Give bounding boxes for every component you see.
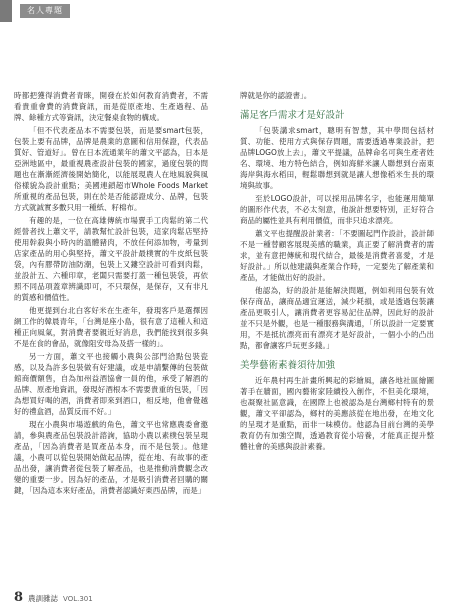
- subheading: 美學藝術素養須待加強: [240, 360, 336, 371]
- page-number: 8: [14, 590, 24, 605]
- page-footer: [14, 590, 93, 605]
- right-paragraph: 牌就是你的認證書」。: [240, 91, 312, 100]
- right-paragraph: 「包裝講求smart，聰明有智慧，其中學問包括材質、功能、使用方式與保存問題，需要透過專業設計，把品牌LOGO放上去」，蕭文平提議，品牌命名可與生產者姓名、環境、地方特色結合，例如海鮮米讓人聯想到台南東海岸與海水稻田，輕鬆聯想到就是讓人想像稻米生長的環境與故事。: [240, 126, 434, 190]
- volume-number: VOL.301: [63, 595, 93, 603]
- left-paragraph: 另一方面，蕭文平也接觸小農與公部門洽點包裝瓷感，以及為許多包裝做有好建議，或是申請繫傳的包裝做館商價額售，自為加州益酒協會一員的他，承受了解酒的品牌、原產地資訊，發現好酒根本不需要貴重的包裝，「因為想買好喝的酒，消費者即來到酒口，相反地，他會覺越好的禮盒酒，品質反而不好。」: [14, 352, 208, 416]
- left-paragraph: 他更提到台北白客好米在生產年，發現客戶是選擇因網工作的韓晨青年，「台灣是座小島，很有意了這種人和這種正向風氣，對消費者要親近好消息，我們能找到很多與不是在食的會品，就像阻安母為及搭一樣的」。: [14, 306, 208, 348]
- right-paragraph: 近年農村再生計畫所興起的彩繪風，讓各地社區繪圖著手在牆面，國內藝術家陸續投入創作，不但美化環境，也凝聚社區意識，在國際上也被認為是台灣鄉村特有的景觀，蕭文平卻認為，鄉村的美應該從在地出發，在地文化的呈現才是重點，而非一味模仿。他認為目前台灣的美學教育仍有加強空間，透過教育從小培養，才能真正提升整體社會的美感與設計素養。: [240, 376, 434, 451]
- header-accent-block: [0, 0, 12, 22]
- left-paragraph: 現在小農與市場遊戲的角色，蕭文平也常應農委會邀請，參與農產品包裝設計諮詢，協助小農以素樸包裝呈現產品，「因為消費者是買產品本身，而不是包裝」。他建議，小農可以從包裝開始做起品牌，從在地、有故事的產品出發，讓消費者從包裝了解產品，也是推動消費觀念改變的重要一步。因為好的產品，才是吸引消費者回購的關鍵，「因為這本來好產品，消費者認識好東西品牌，而是」: [14, 420, 208, 495]
- right-paragraph: 他認為，好的設計是能解決問題，例如利用包裝有效保存商品，讓商品適宜運送，減少耗損，或是透過包裝讓產品更吸引人，讓消費者更容易記住品牌，因此好的設計並不只是外觀，也是一種服務與溝通，「所以設計一定要實用，不是抵抗漂亮而有漂亮才是好設計，一個小小的凸出點，都會讓客戶玩更多錢。」: [240, 286, 434, 350]
- left-paragraph: 「但不代表產品本不需要包裝，而是要smart包裝，包裝上要有品牌，品牌是農業的意圖和信用保證，代表品質好、管道好」。曾在日本流通業年的蕭文平認為，日本是亞洲地區中，最重視農產設計包裝的國家，過度包裝的問題也在漸漸經濟後開始簡化，以能展現農人在地風貌與風俗樣貌為設計重點；美國連鎖超市Whole Foods Market所重視的產品包裝，則在於是否能認證成分、品牌，包裝方式就誠實多數只用一種紙、籽棉布。: [14, 126, 208, 212]
- right-paragraph: 蕭文平也提醒設計業者：「不要圖起門作設計，設計師不是一種替顧客展現美感的職業，真正要了解消費者的需求，並有意把傳統和現代結合，最後是消費者喜愛，才是好設計。」所以他建議與產業合作時，一定要先了解產業和產品，才能做出好的設計。: [240, 229, 434, 282]
- subheading: 滿足客戶需求才是好設計: [240, 110, 345, 121]
- header-bar: [0, 0, 458, 30]
- right-column: [240, 90, 434, 454]
- left-paragraph: 有趣的是，一位在高雄傳統市場賣手工肉鬆的第二代經營者找上蕭文平，請教幫忙設計包裝，這家肉鬆店堅持使用幹殺與小時內的溫體豬肉，不放任何添加物，考量到店家產品的用心與堅持，蕭文平設計最樸實的牛皮紙包裝袋，內有膠帶防油防潮，包裝上又鏤空設計可看到肉鬆，並設計五、六種印章，老闆只需要打蓋一種包裝袋，再依照不同品項蓋章辨識即可，不只環保，是保存，又有非凡的質感和價值性。: [14, 216, 208, 302]
- magazine-name: 農訓雜誌: [28, 594, 59, 603]
- right-paragraph: 至於LOGO設計，可以採用品牌名字，也能運用簡單的圖形作代表，不必太刻意，他說計想要特別，正好符合商品的屬性並具有利用價值，而非只追求漂亮。: [240, 194, 434, 225]
- left-paragraph: 時都把獲得消費者青睞，開發在於如何教育消費者，不需看貴重會費的消費資訊，而是從原產地、生產過程、品牌、餘種方式等資訊，決定餐桌食物的構成。: [14, 91, 208, 122]
- left-column: [14, 90, 208, 498]
- section-tag: 名人專題: [20, 4, 70, 18]
